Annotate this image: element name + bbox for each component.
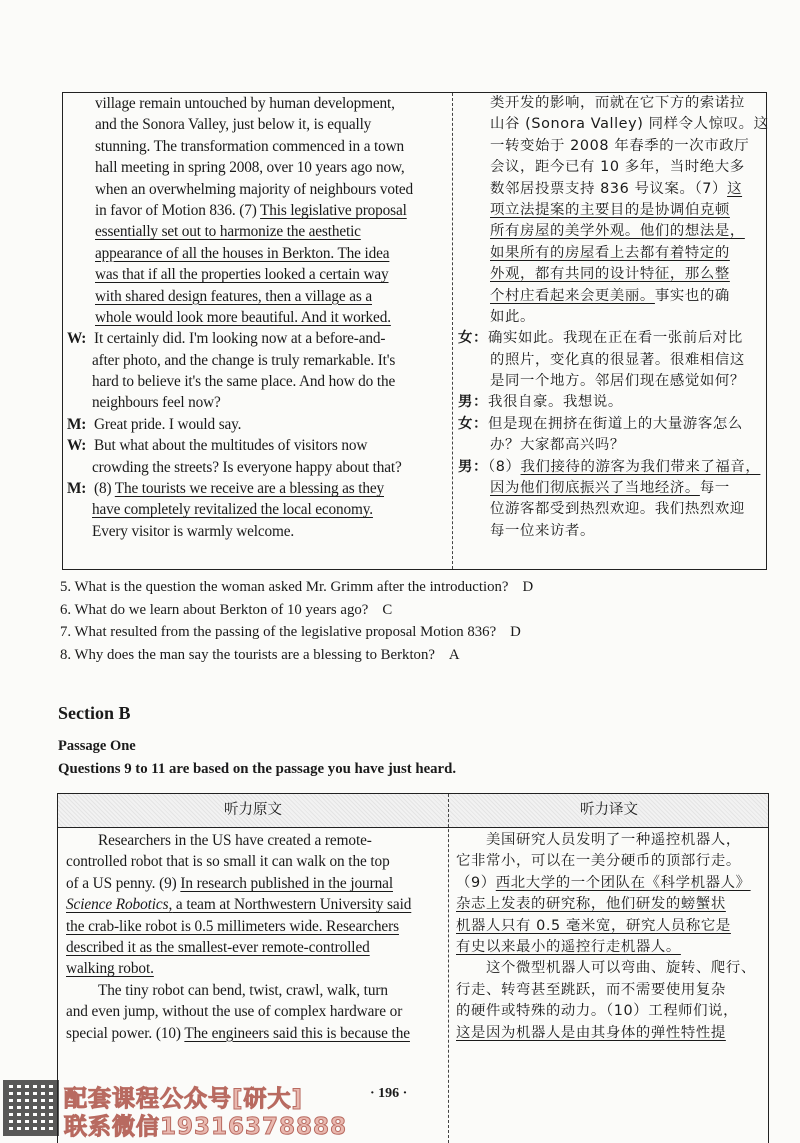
line-text: Every visitor is warmly welcome. (92, 522, 295, 540)
line-text: village remain untouched by human development, (95, 95, 395, 112)
line-text: 这个微型机器人可以弯曲、旋转、爬行、 (486, 960, 756, 977)
line-text: 行走、转弯甚至跳跃，而不需要使用复杂 (456, 981, 726, 998)
underlined-key-sentence: with shared design features, then a village as a (95, 287, 372, 305)
underlined-key-sentence: walking robot. (66, 960, 154, 978)
text-line (456, 114, 769, 135)
question-text: 5. What is the question the woman asked Mr. Grimm after the introduction? (60, 579, 509, 595)
watermark-line-2: 联系微信19316378888 (64, 1114, 348, 1140)
text-line (456, 93, 766, 114)
passage-title: Passage One (58, 738, 136, 754)
text-line (66, 958, 446, 979)
text-line (63, 307, 448, 328)
questions-instruction: Questions 9 to 11 are based on the passage you have just heard. (58, 761, 457, 777)
underlined-key-sentence: 如果所有的房屋看上去都有着特定的 (490, 244, 730, 261)
line-prefix: （8） (487, 458, 521, 475)
text-line (456, 328, 766, 349)
transcript-table-top (62, 92, 767, 570)
text-line (456, 157, 766, 178)
line-text: 办？大家都高兴吗？ (490, 437, 625, 454)
line-text: 但是现在拥挤在街道上的大量游客怎么 (487, 415, 743, 432)
question-item (60, 576, 533, 598)
text-line (456, 414, 766, 435)
text-line (456, 478, 766, 499)
text-line (456, 457, 766, 478)
text-line (456, 221, 766, 242)
text-line (63, 328, 448, 349)
text-line (63, 264, 448, 285)
answer-letter: D (510, 624, 521, 640)
line-prefix: in favor of Motion 836. (7) (95, 201, 261, 219)
question-item (60, 621, 521, 643)
underlined-key-sentence: 杂志上发表的研究称，他们研发的螃蟹状 (456, 896, 726, 913)
text-line (456, 350, 766, 371)
line-text: 我很自豪。我想说。 (487, 394, 623, 411)
speaker-label: 女： (458, 330, 488, 347)
underlined-key-sentence: was that if all the properties looked a certain way (95, 266, 389, 284)
text-line (66, 830, 446, 851)
text-line (63, 435, 448, 456)
text-line (456, 200, 766, 221)
underlined-key-sentence: appearance of all the houses in Berkton. The idea (95, 244, 390, 262)
underlined-key-sentence: 外观，都有共同的设计特征，那么整 (490, 266, 730, 283)
line-text: and the Sonora Valley, just below it, is equally (95, 116, 372, 134)
line-text: hall meeting in spring 2008, over 10 years ago now, (95, 159, 405, 177)
text-line (66, 937, 446, 958)
speaker-label: M: (67, 415, 87, 433)
text-line (456, 873, 768, 894)
text-line (63, 521, 448, 542)
question-text: 6. What do we learn about Berkton of 10 years ago? (60, 601, 369, 618)
answer-letter: A (448, 646, 460, 663)
text-line (456, 371, 766, 392)
line-text: and even jump, without the use of complex hardware or (66, 1003, 403, 1021)
line-text: （9） (456, 874, 496, 891)
text-line (456, 499, 766, 520)
line-text: neighbours feel now? (92, 394, 221, 412)
text-line (63, 478, 448, 499)
watermark-line-1: 配套课程公众号[研大] (64, 1086, 304, 1112)
text-line (66, 873, 446, 894)
text-line (63, 93, 448, 114)
line-text: 数邻居投票支持 836 号议案。（7） (490, 180, 728, 197)
text-line (456, 894, 768, 915)
text-line (456, 937, 768, 958)
answer-letter: C (382, 601, 393, 618)
text-line (456, 243, 766, 264)
speaker-label: 女： (458, 415, 488, 432)
text-line (456, 851, 768, 872)
underlined-key-sentence: 因为他们彻底振兴了当地经济。 (490, 480, 700, 497)
underlined-key-sentence: whole would look more beautiful. And it worked. (95, 308, 391, 326)
question-text: 8. Why does the man say the tourists are a blessing to Berkton? (60, 646, 435, 663)
text-line (63, 221, 448, 242)
line-text: 是同一个地方。邻居们现在感觉如何？ (490, 373, 745, 390)
underlined-key-sentence: 所有房屋的美学外观。他们的想法是， (490, 223, 745, 240)
text-line (456, 1023, 768, 1044)
line-text: 的照片，变化真的很显著。很难相信这 (490, 351, 745, 368)
line-text: The tiny robot can bend, twist, crawl, walk, turn (98, 981, 388, 999)
text-line (63, 457, 448, 478)
underlined-key-sentence: 个村庄看起来会更美丽。 (490, 287, 655, 304)
underlined-key-sentence: essentially set out to harmonize the aesthetic (95, 223, 361, 241)
line-text: when an overwhelming majority of neighbours voted (95, 180, 414, 198)
text-line (456, 179, 766, 200)
text-line (66, 1001, 446, 1022)
underlined-key-sentence: a team at Northwestern University said (172, 896, 412, 914)
text-line (456, 435, 766, 456)
text-line (63, 157, 448, 178)
line-text: controlled robot that is so small it can walk on the top (66, 853, 390, 871)
header-original: 听力原文 (224, 802, 282, 818)
line-text: 每一位来访者。 (490, 522, 595, 539)
text-line (63, 200, 448, 221)
line-text: 山谷 (Sonora Valley) 同样令人惊叹。这 (490, 116, 769, 133)
qr-code-icon (3, 1080, 59, 1136)
underlined-key-sentence: 西北大学的一个团队在《科学机器人》 (495, 874, 751, 891)
line-text: 位游客都受到热烈欢迎。我们热烈欢迎 (490, 501, 745, 518)
text-line (456, 136, 766, 157)
line-text: special power. (10) (66, 1024, 185, 1042)
underlined-key-sentence: The tourists we receive are a blessing as they (114, 480, 384, 498)
text-line (456, 264, 766, 285)
column-divider (452, 93, 453, 569)
page-number: · 196 · (370, 1086, 408, 1101)
text-line (66, 980, 446, 1001)
section-title: Section B (58, 703, 131, 723)
text-line (63, 392, 448, 413)
underlined-key-sentence: 这是因为机器人是由其身体的弹性特性提 (456, 1024, 726, 1041)
line-text: 它非常小，可以在一美分硬币的顶部行走。 (456, 853, 741, 870)
underlined-key-sentence: 项立法提案的主要目的是协调伯克顿 (490, 201, 730, 218)
speaker-label: W: (67, 437, 87, 455)
text-line (456, 958, 768, 979)
line-text: Great pride. I would say. (94, 415, 242, 433)
text-line (63, 414, 448, 435)
text-line (456, 1001, 768, 1022)
question-item (60, 599, 392, 621)
line-text: crowding the streets? Is everyone happy about that? (92, 458, 402, 476)
english-passage-column (66, 830, 446, 1044)
column-divider (448, 794, 449, 1143)
underlined-key-sentence: 这 (727, 180, 743, 197)
line-text: But what about the multitudes of visitors now (94, 437, 368, 455)
underlined-key-sentence: 我们接待的游客为我们带来了福音， (520, 458, 761, 475)
line-text: 确实如此。我现在正在看一张前后对比 (487, 330, 743, 347)
text-line (66, 851, 446, 872)
text-line (456, 286, 766, 307)
speaker-label: M: (67, 480, 87, 498)
english-transcript-column (63, 93, 448, 542)
speaker-label: 男： (458, 458, 488, 475)
line-text: Researchers in the US have created a remote- (98, 832, 372, 849)
underlined-key-sentence: the crab-like robot is 0.5 millimeters wide. Researchers (66, 917, 399, 935)
chinese-translation-column (456, 93, 769, 542)
underlined-key-sentence: This legislative proposal (260, 201, 407, 219)
text-line (456, 916, 768, 937)
header-translation: 听力译文 (580, 802, 638, 818)
text-line (66, 916, 446, 937)
answer-letter: D (522, 579, 534, 595)
line-text: of a US penny. (9) (66, 874, 181, 892)
text-line (63, 136, 448, 157)
underlined-key-sentence: 机器人只有 0.5 毫米宽，研究人员称它是 (456, 917, 731, 934)
line-suffix: 事实也的确 (654, 287, 730, 304)
speaker-label: 男： (458, 394, 488, 411)
line-text: 类开发的影响，而就在它下方的索诺拉 (490, 95, 745, 111)
line-text: 如此。 (490, 308, 535, 325)
text-line (456, 830, 768, 851)
line-text: 美国研究人员发明了一种遥控机器人， (486, 832, 741, 848)
line-text: hard to believe it's the same place. And how do the (92, 373, 396, 391)
text-line (66, 1023, 446, 1044)
underlined-key-sentence: have completely revitalized the local economy. (92, 501, 373, 519)
underlined-key-sentence: The engineers said this is because the (184, 1024, 410, 1042)
text-line (63, 114, 448, 135)
text-line (456, 392, 766, 413)
line-prefix: (8) (94, 480, 115, 498)
text-line (66, 894, 446, 915)
text-line (63, 179, 448, 200)
line-text: 的硬件或特殊的动力。（10）工程师们说， (456, 1003, 739, 1020)
chinese-passage-column (456, 830, 768, 1044)
text-line (456, 980, 768, 1001)
line-text: stunning. The transformation commenced in a town (95, 137, 405, 155)
line-text: 一转变始于 2008 年春季的一次市政厅 (490, 137, 750, 154)
line-text: after photo, and the change is truly remarkable. It's (92, 351, 396, 369)
underlined-key-sentence: described it as the smallest-ever remote-controlled (66, 938, 370, 956)
text-line (63, 350, 448, 371)
text-line (63, 286, 448, 307)
question-text: 7. What resulted from the passing of the legislative proposal Motion 836? (60, 624, 497, 640)
text-line (63, 371, 448, 392)
underlined-key-sentence: In research published in the journal (180, 874, 393, 892)
table-header (58, 794, 768, 828)
underlined-journal-name: Science Robotics, (66, 896, 173, 914)
question-item (60, 644, 460, 666)
text-line (63, 243, 448, 264)
text-line (456, 521, 766, 542)
text-line (63, 499, 448, 520)
line-text: It certainly did. I'm looking now at a before-and- (94, 330, 386, 348)
text-line (456, 307, 766, 328)
underlined-key-sentence: 有史以来最小的遥控行走机器人。 (456, 938, 681, 955)
line-text: 会议，距今已有 10 多年，当时绝大多 (490, 159, 745, 176)
line-suffix: 每一 (699, 480, 730, 497)
speaker-label: W: (67, 330, 87, 348)
